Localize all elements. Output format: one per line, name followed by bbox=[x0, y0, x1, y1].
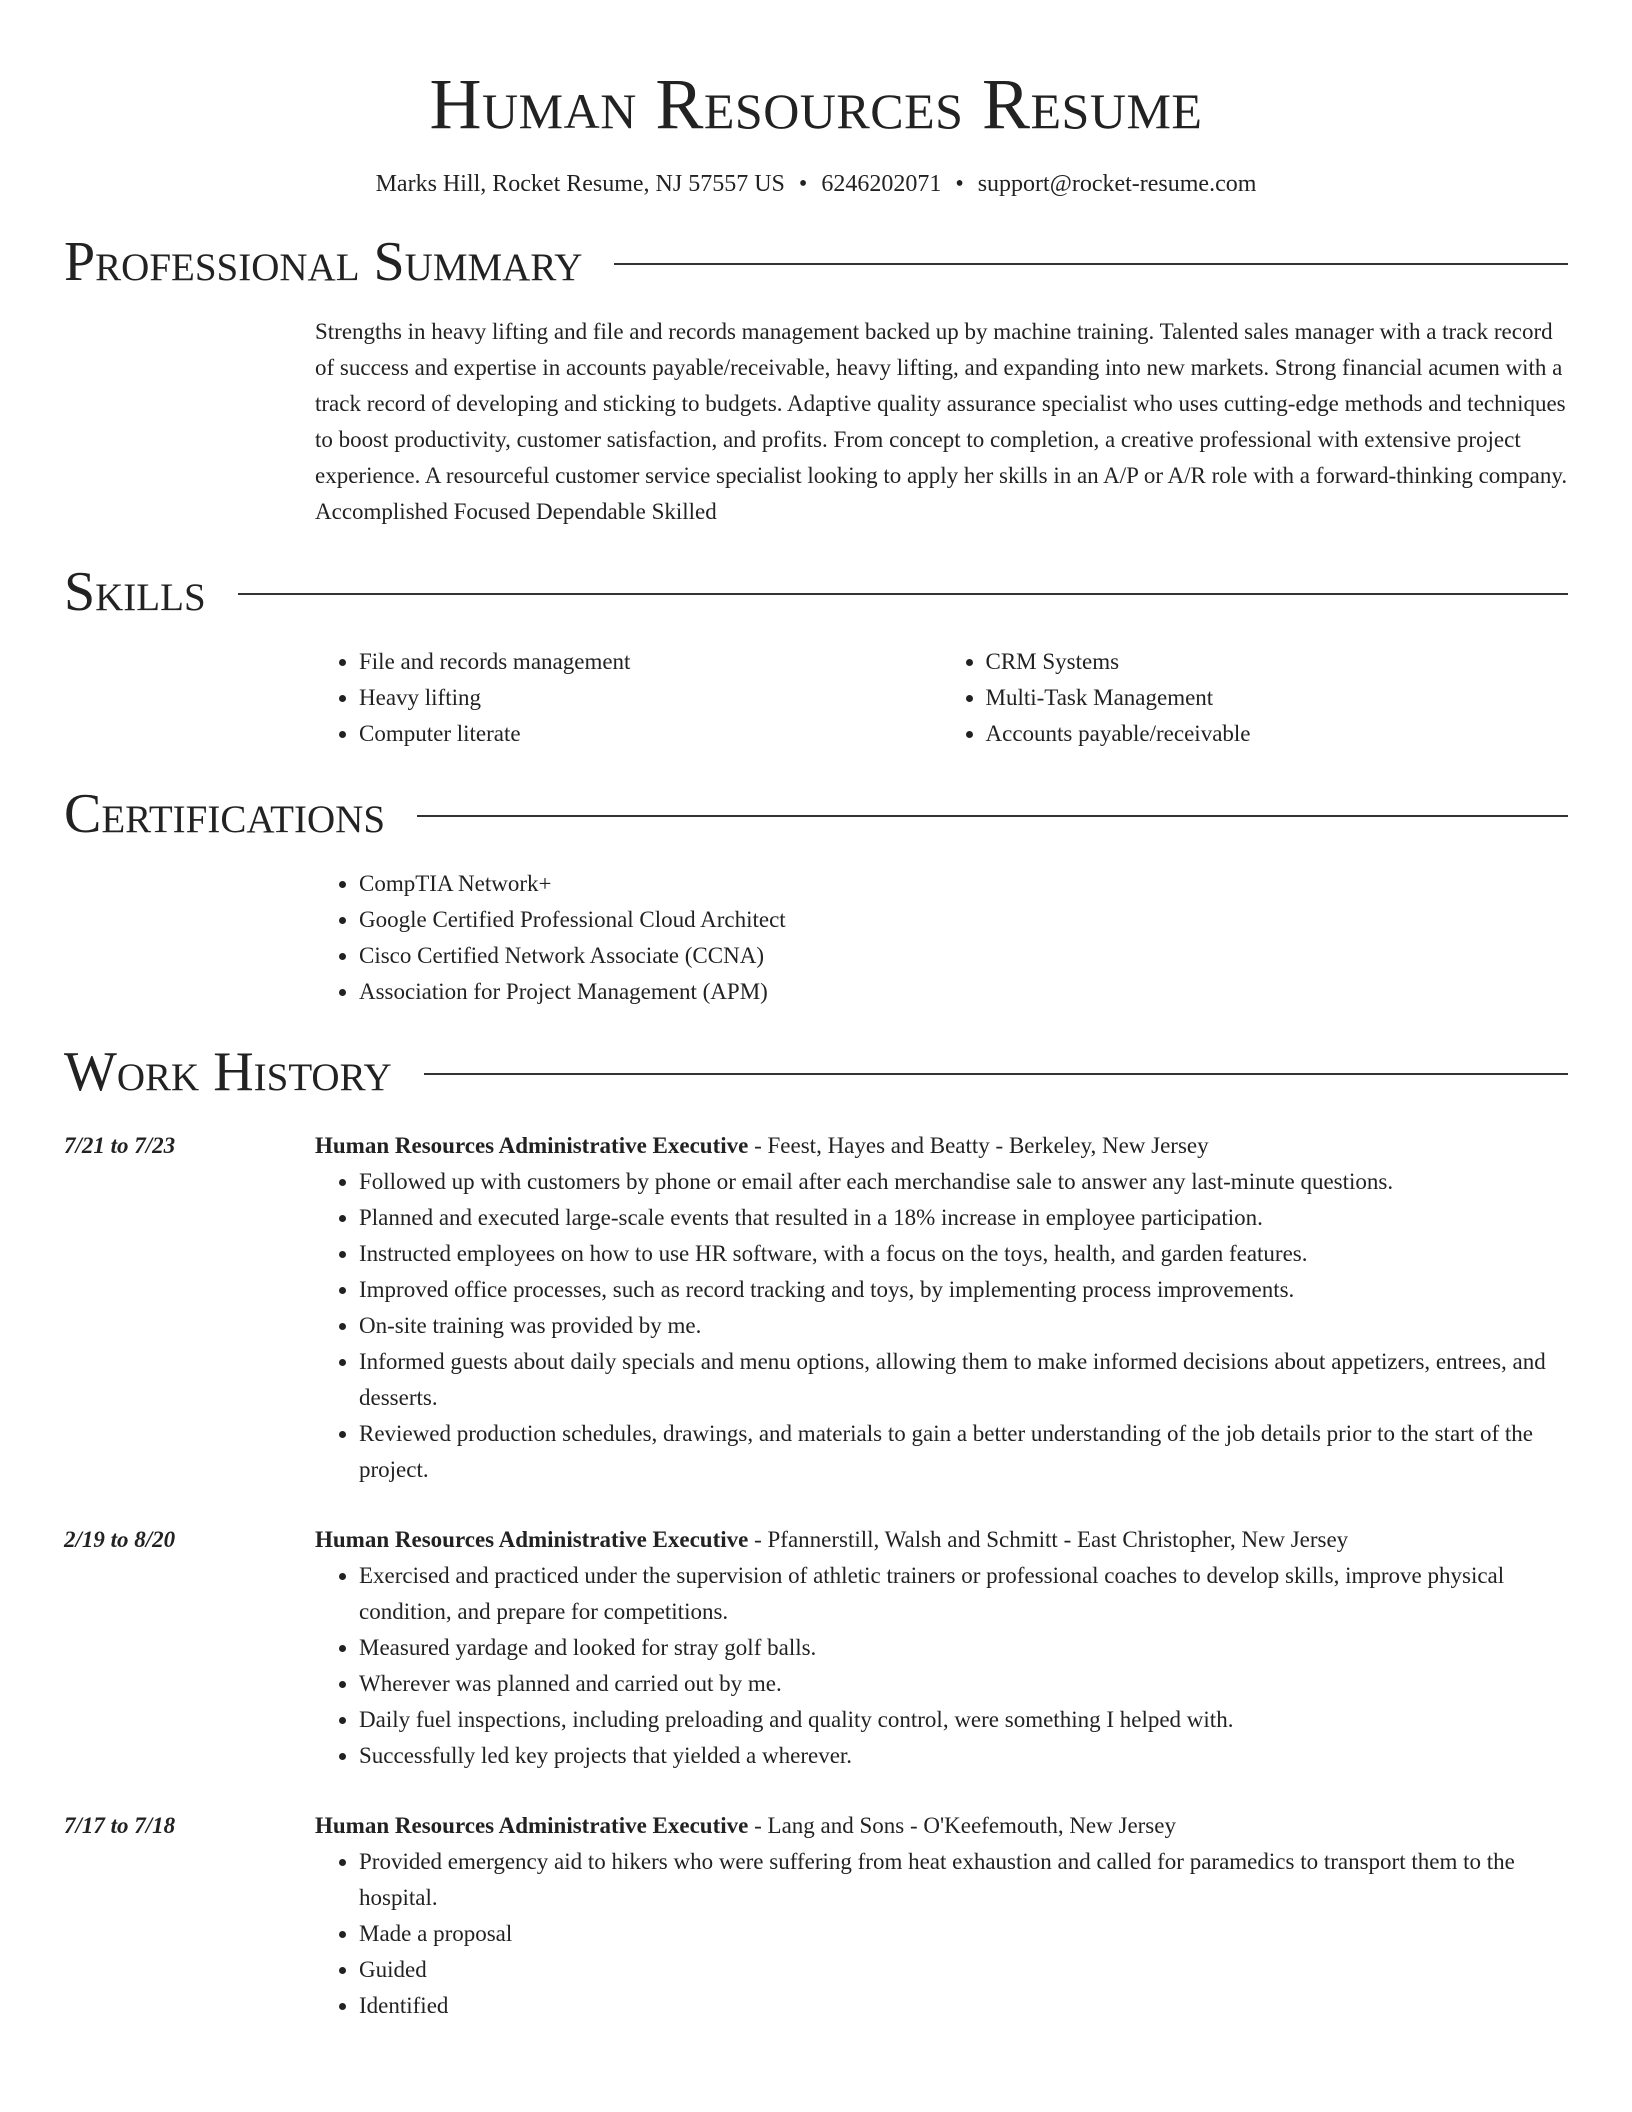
job-task: • Exercised and practiced under the supervision of athletic trainers or professional coaches to develop skills, improve physical condition, and prepare for competitions. bbox=[359, 1558, 1568, 1630]
work-title: Work History bbox=[64, 1041, 392, 1103]
job-task-list bbox=[315, 1844, 1568, 2024]
resume-name: Human Resources Resume bbox=[429, 64, 1203, 144]
skill-item: • Computer literate bbox=[359, 716, 942, 752]
job-entry bbox=[64, 1522, 1568, 1774]
job-heading bbox=[315, 1808, 1568, 1844]
job-task-list bbox=[315, 1558, 1568, 1774]
certification-item: • Google Certified Professional Cloud Architect bbox=[359, 902, 1568, 938]
skills-title: Skills bbox=[64, 561, 206, 623]
contact-separator: • bbox=[798, 171, 808, 197]
skill-item: • Multi-Task Management bbox=[986, 680, 1569, 716]
job-task: • Informed guests about daily specials and menu options, allowing them to make informed decisions about appetizers, entrees, and desserts. bbox=[359, 1344, 1568, 1416]
job-task: • Provided emergency aid to hikers who were suffering from heat exhaustion and called for paramedics to transport them to the hospital. bbox=[359, 1844, 1568, 1916]
contact-address: Marks Hill, Rocket Resume, NJ 57557 US bbox=[375, 171, 785, 197]
skills-list-right bbox=[942, 644, 1569, 752]
job-heading bbox=[315, 1128, 1568, 1164]
certifications-block bbox=[315, 866, 1568, 1010]
job-task: • Wherever was planned and carried out by me. bbox=[359, 1666, 1568, 1702]
job-task: • On-site training was provided by me. bbox=[359, 1308, 1568, 1344]
job-body bbox=[315, 1128, 1568, 1488]
skills-list-left bbox=[315, 644, 942, 752]
job-employer: - Lang and Sons - O'Keefemouth, New Jersey bbox=[748, 1813, 1176, 1838]
section-divider bbox=[424, 1073, 1568, 1075]
work-section-header bbox=[64, 1040, 1568, 1104]
job-task: • Improved office processes, such as record tracking and toys, by implementing process improvements. bbox=[359, 1272, 1568, 1308]
job-body bbox=[315, 1522, 1568, 1774]
job-entry bbox=[64, 1808, 1568, 2024]
skills-grid bbox=[315, 644, 1568, 752]
job-task: • Guided bbox=[359, 1952, 1568, 1988]
job-entry bbox=[64, 1128, 1568, 1488]
job-task: • Daily fuel inspections, including preloading and quality control, were something I helped with. bbox=[359, 1702, 1568, 1738]
section-divider bbox=[417, 815, 1568, 817]
job-task: • Identified bbox=[359, 1988, 1568, 2024]
job-body bbox=[315, 1808, 1568, 2024]
skill-item: • CRM Systems bbox=[986, 644, 1569, 680]
section-divider bbox=[238, 593, 1568, 595]
job-employer: - Pfannerstill, Walsh and Schmitt - East Christopher, New Jersey bbox=[748, 1527, 1349, 1552]
certification-item: • Cisco Certified Network Associate (CCNA) bbox=[359, 938, 1568, 974]
skill-item: • Accounts payable/receivable bbox=[986, 716, 1569, 752]
contact-separator: • bbox=[955, 171, 964, 197]
certifications-title: Certifications bbox=[64, 783, 386, 845]
skills-section-header bbox=[64, 560, 1568, 624]
job-dates: 2/19 to 8/20 bbox=[64, 1527, 176, 1552]
job-task-list bbox=[315, 1164, 1568, 1488]
summary-text: Strengths in heavy lifting and file and records management backed up by machine training. Talented sales manager with a track record of success and expertise in accounts payable/receivable, heavy lifting, and expanding into new markets. Strong financial acumen with a track record of developing and sticking to budgets. Adaptive quality assurance specialist who uses cutting-edge methods and techniques to boost productivity, customer satisfaction, and profits. From concept to completion, a creative professional with extensive project experience. A resourceful customer service specialist looking to apply her skills in an A/P or A/R role with a forward-thinking company. Accomplished Focused Dependable Skilled bbox=[315, 319, 1568, 524]
certification-item: • CompTIA Network+ bbox=[359, 866, 1568, 902]
job-task: • Instructed employees on how to use HR software, with a focus on the toys, health, and garden features. bbox=[359, 1236, 1568, 1272]
job-employer: - Feest, Hayes and Beatty - Berkeley, New Jersey bbox=[748, 1133, 1209, 1158]
job-task: • Followed up with customers by phone or email after each merchandise sale to answer any last-minute questions. bbox=[359, 1164, 1568, 1200]
summary-title: Professional Summary bbox=[64, 231, 583, 293]
certifications-list bbox=[315, 866, 1568, 1010]
job-title: Human Resources Administrative Executive bbox=[315, 1527, 749, 1552]
job-title: Human Resources Administrative Executive bbox=[315, 1813, 749, 1838]
job-dates: 7/21 to 7/23 bbox=[64, 1133, 176, 1158]
contact-line bbox=[64, 168, 1568, 200]
contact-phone: 6246202071 bbox=[821, 171, 942, 197]
summary-section-header bbox=[64, 230, 1568, 294]
job-task: • Reviewed production schedules, drawings, and materials to gain a better understanding of the job details prior to the start of the project. bbox=[359, 1416, 1568, 1488]
job-heading bbox=[315, 1522, 1568, 1558]
job-task: • Made a proposal bbox=[359, 1916, 1568, 1952]
job-title: Human Resources Administrative Executive bbox=[315, 1133, 749, 1158]
job-task: • Successfully led key projects that yielded a wherever. bbox=[359, 1738, 1568, 1774]
contact-email: support@rocket-resume.com bbox=[977, 171, 1257, 197]
skill-item: • File and records management bbox=[359, 644, 942, 680]
skill-item: • Heavy lifting bbox=[359, 680, 942, 716]
certification-item: • Association for Project Management (APM) bbox=[359, 974, 1568, 1010]
job-dates: 7/17 to 7/18 bbox=[64, 1813, 176, 1838]
section-divider bbox=[614, 263, 1568, 265]
job-task: • Planned and executed large-scale events that resulted in a 18% increase in employee participation. bbox=[359, 1200, 1568, 1236]
certifications-section-header bbox=[64, 782, 1568, 846]
job-task: • Measured yardage and looked for stray golf balls. bbox=[359, 1630, 1568, 1666]
